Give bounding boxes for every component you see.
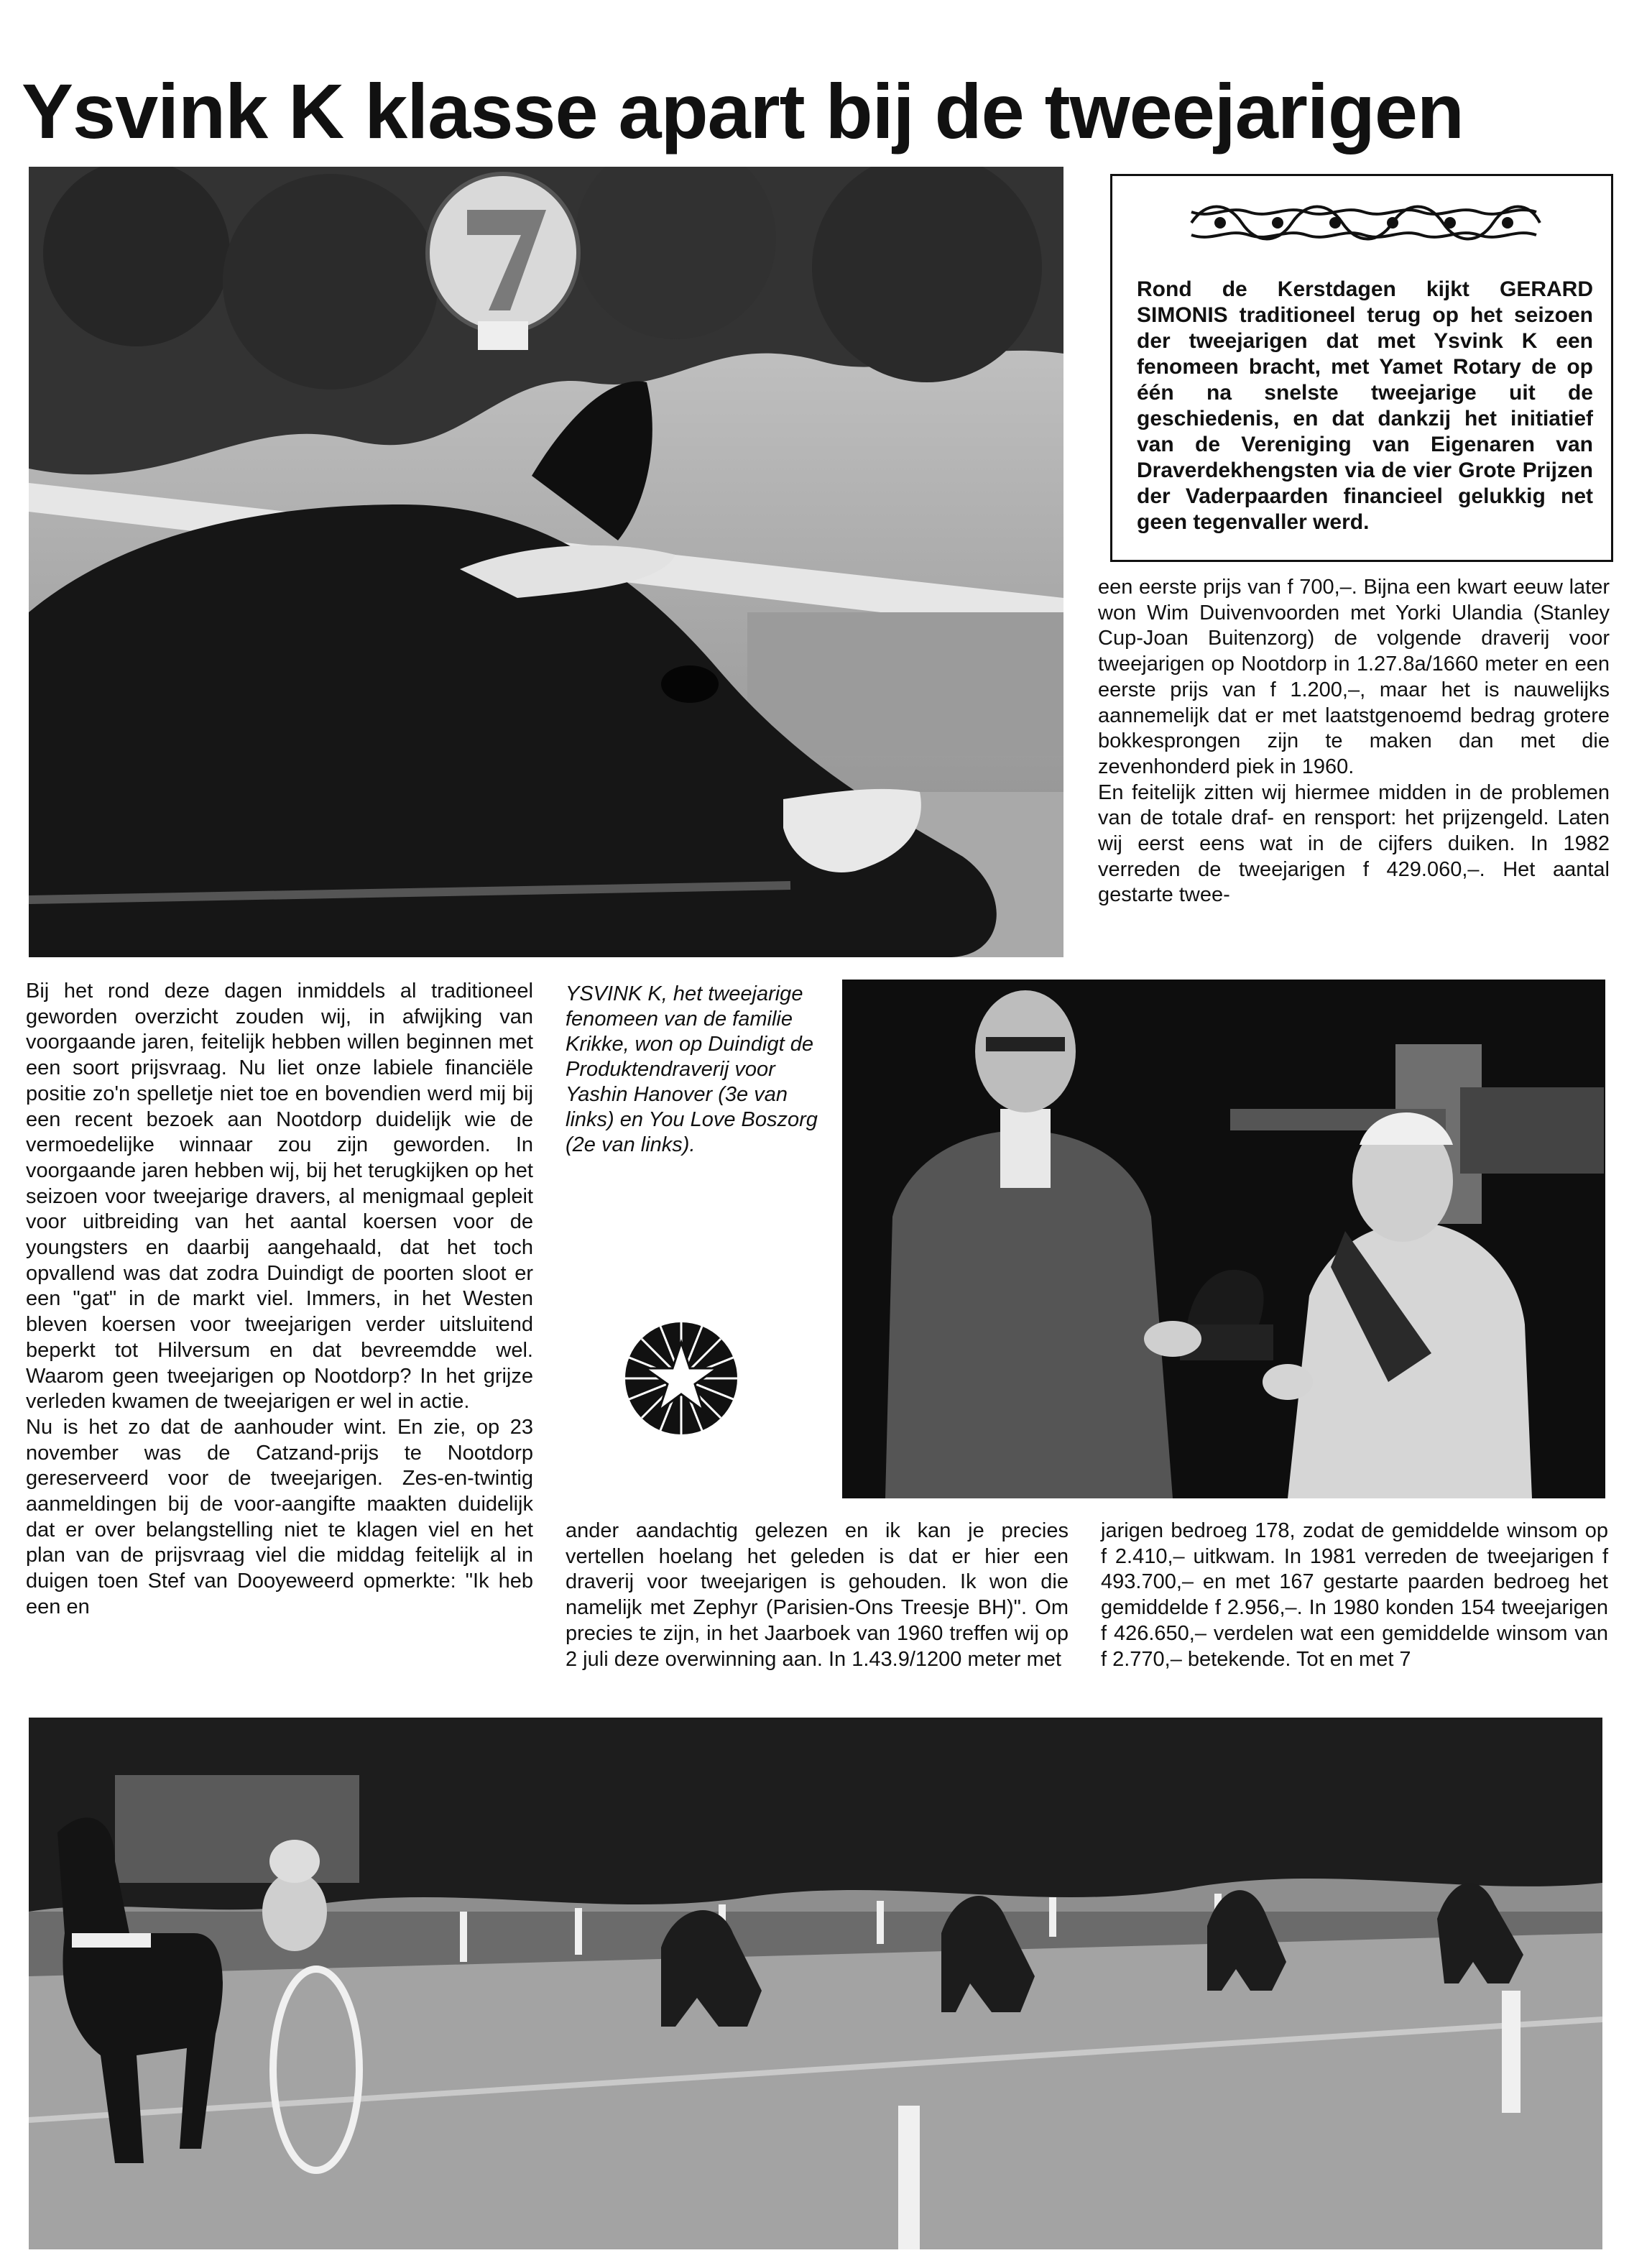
winners-photo	[842, 980, 1605, 1498]
horse-head-photo	[29, 167, 1063, 957]
column-middle	[566, 1519, 1069, 1672]
race-photo	[29, 1718, 1602, 2249]
intro-box	[1110, 174, 1613, 562]
column-right-bottom	[1101, 1519, 1608, 1672]
ornament-icon	[1184, 198, 1543, 248]
column-left	[26, 979, 533, 1621]
paragraph: En feitelijk zitten wij hiermee midden in de problemen van de totale draf- en rensport: het prijzengeld. Laten wij eerst eens wat in de cijfers duiken. In 1982 verreden de tweejarigen f 429.060,–. Het aantal gestarte twee-	[1098, 780, 1610, 907]
column-right-top	[1098, 575, 1610, 908]
photo-caption: YSVINK K, het tweejarige fenomeen van de familie Krikke, won op Duindigt de Produktendraverij voor Yashin Hanover (3e van links) en You Love Boszorg (2e van links).	[566, 982, 818, 1156]
intro-text: Rond de Kerstdagen kijkt GERARD SIMONIS traditioneel terug op het seizoen der tweejarigen dat met Ysvink K een fenomeen bracht, met Yamet Rotary de op één na snelste tweejarige uit de geschiedenis, en dat dankzij het initiatief van de Vereniging van Eigenaren van Draverdekhengsten via de vier Grote Prijzen der Vaderpaarden financieel gelukkig net geen tegenvaller werd.	[1137, 277, 1593, 534]
paragraph: Nu is het zo dat de aanhouder wint. En zie, op 23 november was de Catzand-prijs te Nootdorp gereserveerd voor de tweejarigen. Zes-en-twintig aanmeldingen bij de voor-aangifte maakten duidelijk dat er over belangstelling niet te klagen viel en het plan van de prijsvraag viel die middag feitelijk al in duigen toen Stef van Dooyeweerd opmerkte: "Ik heb een en	[26, 1415, 533, 1618]
headline: Ysvink K klasse apart bij de tweejarigen	[22, 68, 1464, 155]
paragraph: jarigen bedroeg 178, zodat de gemiddelde winsom op f 2.410,– uitkwam. In 1981 verreden de tweejarigen f 493.700,– en met 167 gestarte paarden bedroeg het gemiddelde f 2.956,–. In 1980 konden 154 tweejarigen f 426.650,– verdelen wat een gemiddelde winsom van f 2.770,– betekende. Tot en met 7	[1101, 1519, 1608, 1671]
paragraph: ander aandachtig gelezen en ik kan je precies vertellen hoelang het geleden is dat er hier een draverij voor tweejarigen is gehouden. Ik won die namelijk met Zephyr (Parisien-Ons Treesje BH)". Om precies te zijn, in het Jaarboek van 1960 treffen wij op 2 juli deze overwinning aan. In 1.43.9/1200 meter met	[566, 1519, 1069, 1671]
star-logo-icon	[624, 1321, 739, 1436]
paragraph: Bij het rond deze dagen inmiddels al traditioneel geworden overzicht zouden wij, in afwijking van voorgaande jaren, feitelijk hebben willen beginnen met een soort prijsvraag. Nu liet onze labiele financiële positie zo'n spelletje niet toe en bovendien werd mij bij een recent bezoek aan Nootdorp duidelijk wie de vermoedelijke winnaar zou zijn geworden. In voorgaande jaren hebben wij, bij het terugkijken op het seizoen voor tweejarige dravers, al menigmaal gepleit voor uitbreiding van het aantal koersen voor de youngsters en daarbij aangehaald, dat het toch opvallend was dat zodra Duindigt de poorten sloot er een "gat" in de markt viel. Immers, in het Westen bleven koersen voor tweejarigen verder uitsluitend beperkt tot Hilversum en dat bevreemdde wel. Waarom geen tweejarigen op Nootdorp? In het grijze verleden kwamen de tweejarigen er wel in actie.	[26, 980, 533, 1414]
paragraph: een eerste prijs van f 700,–. Bijna een kwart eeuw later won Wim Duivenvoorden met Yorki Ulandia (Stanley Cup-Joan Buitenzorg) de volgende draverij voor tweejarigen op Nootdorp in 1.27.8a/1660 meter en een eerste prijs van f 1.200,–, maar het is nauwelijks aannemelijk dat er met laatstgenoemd bedrag grotere bokkesprongen zijn te maken dan met die zevenhonderd piek in 1960.	[1098, 576, 1610, 778]
